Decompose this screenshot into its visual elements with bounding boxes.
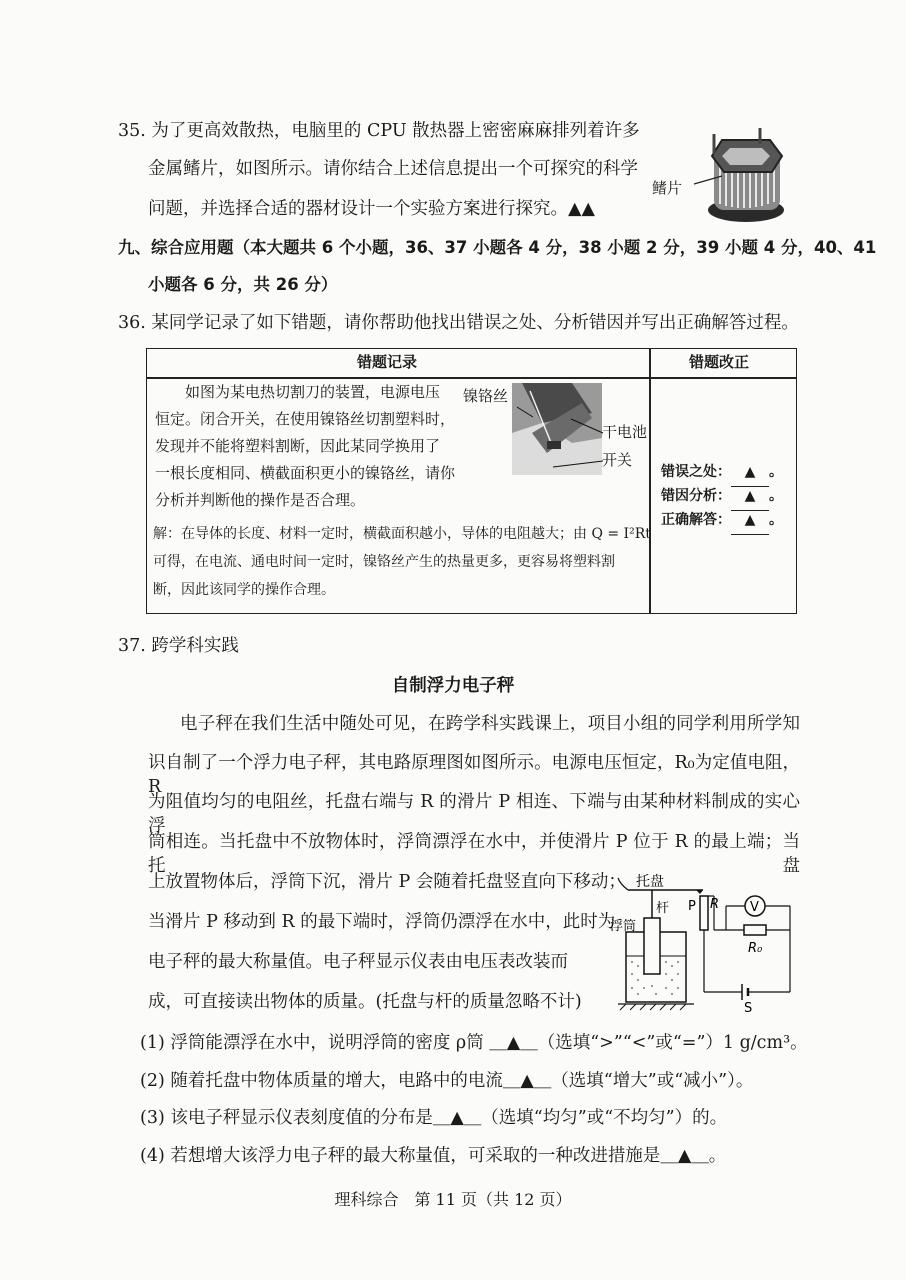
section-9-line-2: 小题各 6 分，共 26 分）: [148, 275, 338, 294]
fix-answer-label: 正确解答：: [661, 512, 731, 528]
q37-title: 自制浮力电子秤: [391, 676, 515, 696]
label-nichrome-wire: 镍铬丝: [463, 387, 509, 405]
q37-para-6: 当滑片 P 移动到 R 的最下端时，浮筒仍漂浮在水中，此时为: [148, 912, 616, 932]
label-switch: 开关: [602, 451, 633, 469]
fig-label-P: P: [688, 899, 696, 914]
q37-intro: 37. 跨学科实践: [118, 636, 239, 656]
fig-label-S: S: [744, 1001, 753, 1012]
fix-error-label: 错误之处：: [661, 464, 731, 480]
q37-para-2: 识自制了一个浮力电子秤，其电路原理图如图所示。电源电压恒定，R₀为定值电阻，R: [148, 753, 800, 797]
q36-intro: 36. 某同学记录了如下错题，请你帮助他找出错误之处、分析错因并写出正确解答过程。: [118, 313, 799, 333]
q37-para-3: 为阻值均匀的电阻丝，托盘右端与 R 的滑片 P 相连、下端与由某种材料制成的实心浮: [148, 792, 800, 836]
col-header-fix: 错题改正: [689, 353, 750, 371]
q37-para-1: 电子秤在我们生活中随处可见，在跨学科实践课上，项目小组的同学利用所学知: [180, 714, 800, 734]
fix-reason-label: 错因分析：: [661, 488, 731, 504]
cpu-heatsink-figure: [650, 118, 790, 228]
problem-line-3: 发现并不能将塑料割断，因此某同学换用了: [155, 437, 441, 455]
q37-sub-2: (2) 随着托盘中物体质量的增大，电路中的电流＿▲＿（选填“增大”或“减小”）。: [140, 1071, 754, 1091]
fig-label-float: 浮筒: [610, 919, 637, 934]
error-table: [146, 348, 797, 614]
q37-sub-1: (1) 浮筒能漂浮在水中，说明浮筒的密度 ρ筒 ＿▲＿（选填“>”“<”或“=”）1 g/cm³。: [140, 1033, 808, 1053]
q35-line-2: 金属鳍片，如图所示。请你结合上述信息提出一个可探究的科学: [148, 159, 638, 179]
q35-line-3: 问题，并选择合适的器材设计一个实验方案进行探究。▲▲: [148, 199, 595, 219]
fix-answer-period: 。: [769, 512, 783, 528]
problem-line-5: 分析并判断他的操作是否合理。: [155, 491, 366, 509]
q35-line-1: 35. 为了更高效散热，电脑里的 CPU 散热器上密密麻麻排列着许多: [118, 121, 640, 141]
col-header-record: 错题记录: [357, 353, 418, 371]
fig-label-R: R: [710, 897, 720, 912]
section-9-line-1: 九、综合应用题（本大题共 6 个小题，36、37 小题各 4 分，38 小题 2 分，39 小题 4 分，40、41: [118, 238, 877, 257]
fix-reason-period: 。: [769, 488, 783, 504]
fig-label-rod: 杆: [656, 901, 670, 916]
problem-line-1: 如图为某电热切割刀的装置，电源电压: [185, 383, 441, 401]
fix-error-blank: ▲: [731, 459, 769, 487]
fig-label-R0: R₀: [748, 941, 763, 956]
fix-answer-blank: ▲: [731, 507, 769, 535]
problem-line-2: 恒定。闭合开关，在使用镍铬丝切割塑料时，: [155, 410, 456, 428]
fix-answer-row: [661, 507, 783, 535]
fig-label-tray: 托盘: [636, 874, 664, 890]
cutter-leader-lines: [487, 389, 607, 479]
fix-reason-blank: ▲: [731, 483, 769, 511]
q37-para-4: 筒相连。当托盘中不放物体时，浮筒漂浮在水中，并使滑片 P 位于 R 的最上端；当托盘: [148, 832, 800, 876]
fix-error-period: 。: [769, 464, 783, 480]
fin-label: 鳍片: [652, 179, 683, 197]
fig-label-V: V: [750, 900, 759, 915]
label-battery: 干电池: [602, 423, 648, 441]
solution-line-3: 断，因此该同学的操作合理。: [153, 582, 335, 598]
q37-sub-4: (4) 若想增大该浮力电子秤的最大称量值，可采取的一种改进措施是＿▲＿。: [140, 1146, 727, 1166]
q37-para-5: 上放置物体后，浮筒下沉，滑片 P 会随着托盘竖直向下移动；: [148, 872, 626, 892]
problem-line-4: 一根长度相同、横截面积更小的镍铬丝，请你: [155, 464, 456, 482]
q37-sub-3: (3) 该电子秤显示仪表刻度值的分布是＿▲＿（选填“均匀”或“不均匀”）的。: [140, 1108, 728, 1128]
page-footer: 理科综合 第 11 页（共 12 页）: [334, 1190, 572, 1209]
q37-para-8: 成，可直接读出物体的质量。(托盘与杆的质量忽略不计): [148, 992, 582, 1012]
solution-line-2: 可得，在电流、通电时间一定时，镍铬丝产生的热量更多，更容易将塑料割: [153, 554, 615, 570]
float-scale-figure: [608, 870, 808, 1012]
solution-line-1: 解：在导体的长度、材料一定时，横截面积越小，导体的电阻越大；由 Q = I²Rt: [153, 526, 651, 542]
q37-para-7: 电子秤的最大称量值。电子秤显示仪表由电压表改装而: [148, 952, 568, 972]
